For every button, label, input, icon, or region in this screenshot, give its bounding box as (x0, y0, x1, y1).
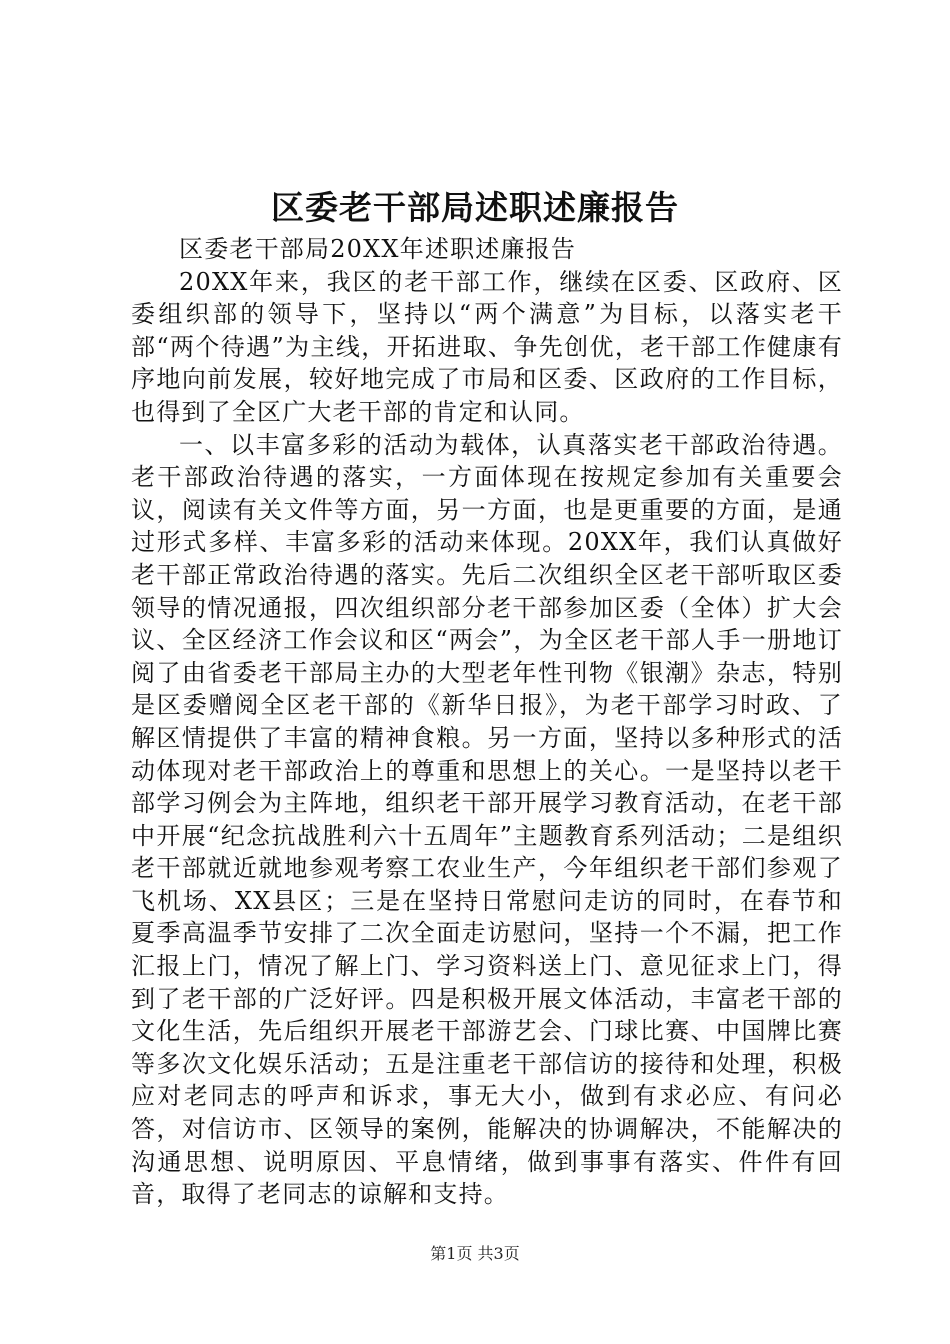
page-number: 第1页 共3页 (430, 1244, 520, 1263)
subtitle-paragraph: 区委老干部局20XX年述职述廉报告 (179, 235, 577, 263)
document-title: 区委老干部局述职述廉报告 (271, 188, 679, 227)
section-one-paragraph: 一、以丰富多彩的活动为载体，认真落实老干部政治待遇。老干部政治待遇的落实，一方面体现在按规定参加有关重要会议，阅读有关文件等方面，另一方面，也是更重要的方面，是通过形式多样、丰富多彩的活动来体现。20XX年，我们认真做好老干部正常政治待遇的落实。先后二次组织全区老干部听取区委领导的情况通报，四次组织部分老干部参加区委（全体）扩大会议、全区经济工作会议和区“两会”，为全区老干部人手一册地订阅了由省委老干部局主办的大型老年性刊物《银潮》杂志，特别是区委赠阅全区老干部的《新华日报》，为老干部学习时政、了解区情提供了丰富的精神食粮。另一方面，坚持以多种形式的活动体现对老干部政治上的尊重和思想上的关心。一是坚持以老干部学习例会为主阵地，组织老干部开展学习教育活动，在老干部中开展“纪念抗战胜利六十五周年”主题教育系列活动；二是组织老干部就近就地参观考察工农业生产，今年组织老干部们参观了飞机场、XX县区；三是在坚持日常慰问走访的同时，在春节和夏季高温季节安排了二次全面走访慰问，坚持一个不漏，把工作汇报上门，情况了解上门、学习资料送上门、意见征求上门，得到了老干部的广泛好评。四是积极开展文体活动，丰富老干部的文化生活，先后组织开展老干部游艺会、门球比赛、中国牌比赛等多次文化娱乐活动；五是注重老干部信访的接待和处理，积极应对老同志的呼声和诉求，事无大小，做到有求必应、有问必答，对信访市、区领导的案例，能解决的协调解决，不能解决的沟通思想、说明原因、平息情绪，做到事事有落实、件件有回音，取得了老同志的谅解和支持。 (131, 430, 843, 1209)
intro-paragraph: 20XX年来，我区的老干部工作，继续在区委、区政府、区委组织部的领导下，坚持以“两个满意”为目标，以落实老干部“两个待遇”为主线，开拓进取、争先创优，老干部工作健康有序地向前发展，较好地完成了市局和区委、区政府的工作目标，也得到了全区广大老干部的肯定和认同。 (131, 267, 843, 426)
document-body (131, 233, 843, 1211)
